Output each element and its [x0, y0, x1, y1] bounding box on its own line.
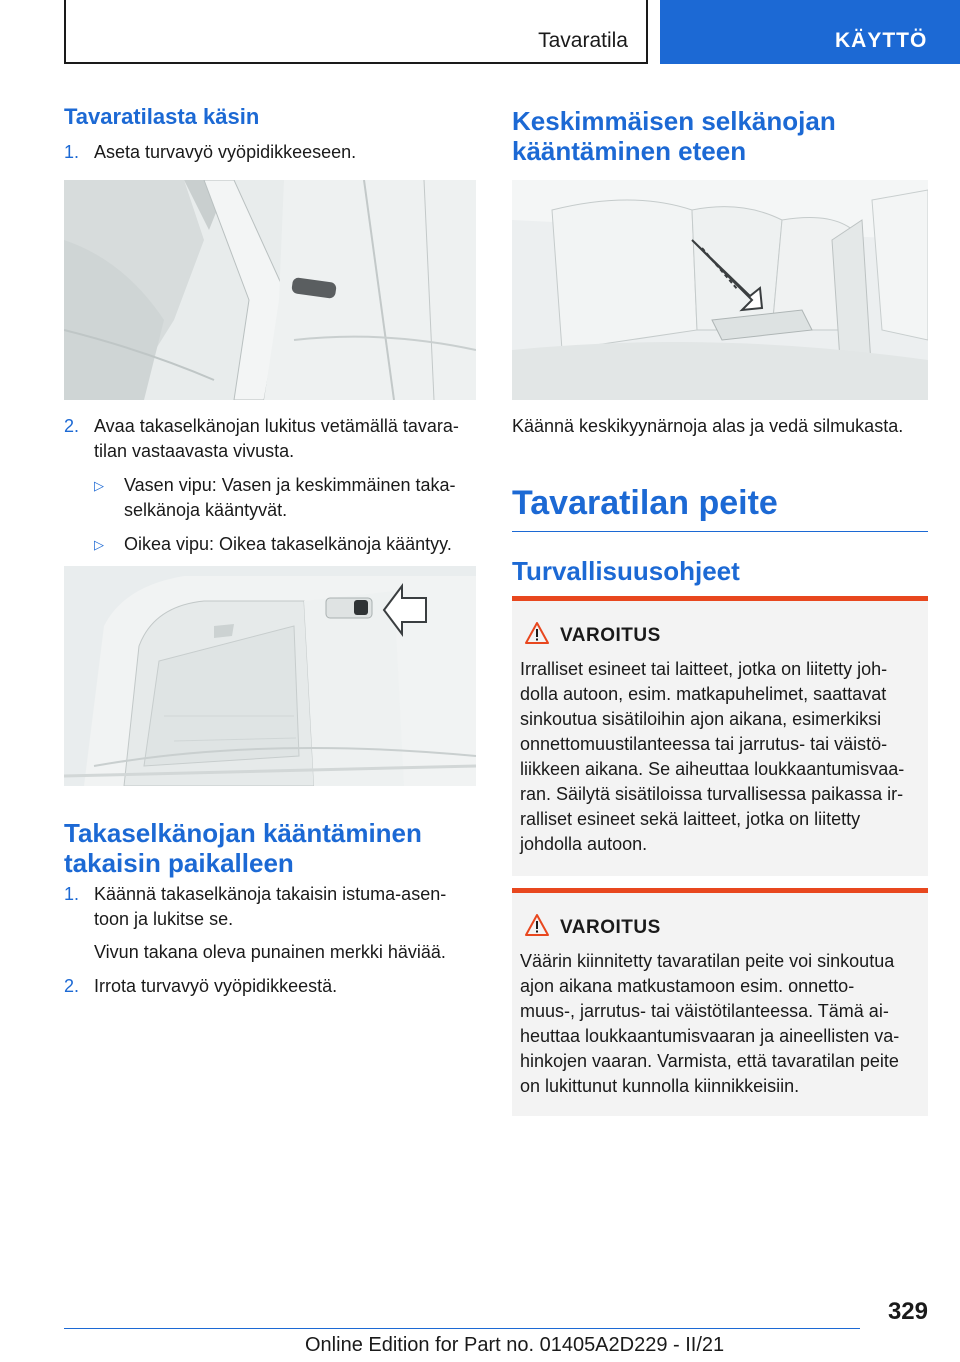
- warning-triangle-icon: [524, 621, 550, 650]
- warning-box: [512, 888, 928, 1116]
- step-text-line: Käännä takaselkänoja takaisin istuma-asen-: [94, 884, 447, 904]
- header-chapter-tab: KÄYTTÖ: [660, 0, 960, 64]
- step-number: 2.: [64, 976, 80, 996]
- heading-safety-notes: Turvallisuusohjeet: [512, 556, 740, 586]
- warning-line: liikkeen aikana. Se aiheuttaa loukkaantumisvaa-: [520, 759, 905, 779]
- illustration-seatbelt-holder: [64, 180, 476, 400]
- warning-line: onnettomuustilanteessa tai jarrutus- tai väistö-: [520, 734, 888, 754]
- heading-fold-back-line: takaisin paikalleen: [64, 848, 294, 878]
- warning-title: VAROITUS: [560, 625, 661, 646]
- warning-triangle-icon: [524, 913, 550, 942]
- warning-line: sinkoutua sisätiloihin ajon aikana, esimerkiksi: [520, 709, 882, 729]
- illustration-trunk-lever: [64, 566, 476, 786]
- warning-line: Irralliset esineet tai laitteet, jotka on liitetty joh-: [520, 659, 888, 679]
- step-note: Vivun takana oleva punainen merkki häviää.: [94, 942, 446, 962]
- step-number: 1.: [64, 884, 80, 904]
- warning-line: ran. Säilytä sisätiloissa turvallisessa paikassa ir-: [520, 784, 904, 804]
- heading-fold-back-line: Takaselkänojan kääntäminen: [64, 818, 422, 848]
- warning-line: ralliset esineet sekä laitteet, jotka on liitetty: [520, 809, 861, 829]
- warning-line: hinkojen vaaran. Varmista, että tavaratilan peite: [520, 1051, 899, 1071]
- heading-middle-backrest-line: kääntäminen eteen: [512, 136, 747, 166]
- bullet-triangle-icon: ▷: [94, 537, 104, 552]
- warning-line: johdolla autoon.: [520, 834, 648, 854]
- footer-edition: Online Edition for Part no. 01405A2D229 - II/21: [305, 1334, 725, 1356]
- page-number: 329: [887, 1298, 928, 1325]
- step-number: 1.: [64, 142, 80, 162]
- warning-title: VAROITUS: [560, 917, 661, 938]
- header-section-title: Tavaratila: [538, 29, 628, 52]
- step-text: Aseta turvavyö vyöpidikkeeseen.: [94, 142, 357, 162]
- bullet-text-line: selkänoja kääntyvät.: [124, 500, 288, 520]
- heading-from-trunk: Tavaratilasta käsin: [64, 104, 260, 129]
- heading-middle-backrest-line: Keskimmäisen selkänojan: [512, 106, 836, 136]
- warning-text: [520, 657, 920, 857]
- header-section-box: [64, 0, 648, 64]
- step-text-line: toon ja lukitse se.: [94, 909, 234, 929]
- bullet-text-line: Vasen vipu: Vasen ja keskimmäinen taka-: [124, 475, 456, 495]
- bullet-text: Oikea vipu: Oikea takaselkänoja kääntyy.: [124, 534, 452, 554]
- heading-cargo-cover: Tavaratilan peite: [512, 484, 928, 532]
- bullet-triangle-icon: ▷: [94, 478, 104, 493]
- warning-line: on lukittunut kunnolla kiinnikkeisiin.: [520, 1076, 800, 1096]
- step-text: Irrota turvavyö vyöpidikkeestä.: [94, 976, 338, 996]
- warning-line: ajon aikana matkustamoon esim. onnetto-: [520, 976, 855, 996]
- illustration-middle-backrest: [512, 180, 928, 400]
- warning-box: [512, 596, 928, 876]
- step-number: 2.: [64, 416, 80, 436]
- footer-divider: [64, 1328, 860, 1329]
- step-text-line: tilan vastaavasta vivusta.: [94, 441, 295, 461]
- warning-line: Väärin kiinnitetty tavaratilan peite voi sinkoutua: [520, 951, 895, 971]
- warning-text: [520, 949, 920, 1099]
- step-text-line: Avaa takaselkänojan lukitus vetämällä tavara-: [94, 416, 459, 436]
- warning-line: heuttaa loukkaantumisvaaran ja aineellisten va-: [520, 1026, 900, 1046]
- middle-backrest-text: Käännä keskikyynärnoja alas ja vedä silmukasta.: [512, 416, 904, 436]
- warning-line: dolla autoon, esim. matkapuhelimet, saattavat: [520, 684, 887, 704]
- warning-line: muus-, jarrutus- tai väistötilanteessa. Tämä ai-: [520, 1001, 889, 1021]
